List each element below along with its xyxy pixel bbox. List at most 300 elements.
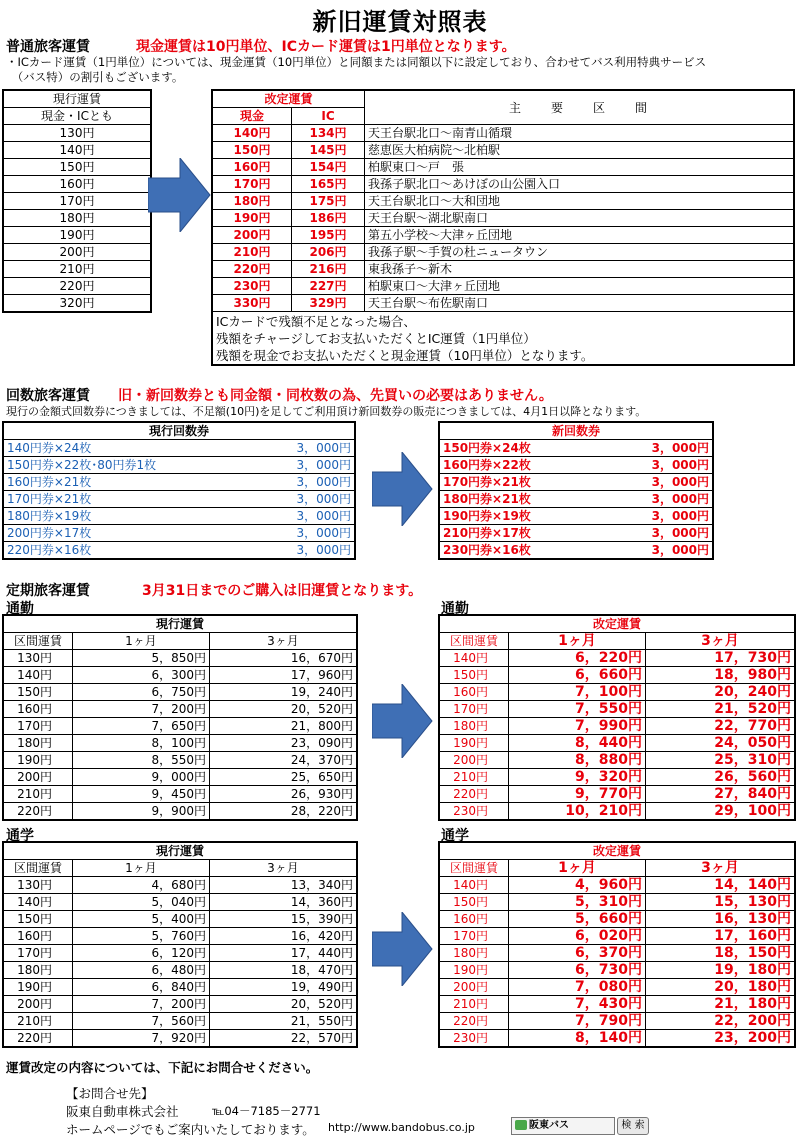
one-month-cell: 5，760円: [73, 928, 210, 945]
one-month-cell: 7，560円: [73, 1013, 210, 1030]
table-row: [3, 210, 151, 227]
cash-fare-cell: 220円: [212, 261, 292, 278]
table-row: [3, 295, 151, 313]
table-row: [3, 928, 357, 945]
one-month-cell: 6，660円: [509, 667, 646, 684]
table-row: [439, 718, 795, 735]
route-header: 主 要 区 間: [365, 90, 795, 125]
coupon-name-cell: 150円券×24枚: [439, 440, 602, 457]
three-month-cell: 25，310円: [646, 752, 796, 769]
table-row: [439, 786, 795, 803]
table-row: [3, 1013, 357, 1030]
table-row: [439, 894, 795, 911]
table-row: [3, 142, 151, 159]
school-label: 通学: [6, 828, 34, 844]
three-month-cell: 17，440円: [210, 945, 358, 962]
one-month-cell: 9，320円: [509, 769, 646, 786]
table-row: [212, 210, 794, 227]
one-month-cell: 6，730円: [509, 962, 646, 979]
table-row: [212, 176, 794, 193]
ic-fare-cell: 186円: [292, 210, 365, 227]
one-month-cell: 7，200円: [73, 996, 210, 1013]
table-header: 改定運賃: [212, 90, 365, 108]
three-month-cell: 21，520円: [646, 701, 796, 718]
coupon-name-cell: 220円券×16枚: [3, 542, 255, 560]
table-row: [439, 701, 795, 718]
fare-cell: 210円: [3, 261, 151, 278]
coupon-name-cell: 160円券×21枚: [3, 474, 255, 491]
cash-fare-cell: 200円: [212, 227, 292, 244]
fare-cell: 170円: [439, 701, 509, 718]
three-month-cell: 24，050円: [646, 735, 796, 752]
table-row: [439, 803, 795, 821]
route-cell: 天王台駅北口～大和団地: [365, 193, 795, 210]
table-header: 新回数券: [439, 422, 713, 440]
one-month-cell: 5，660円: [509, 911, 646, 928]
table-row: [3, 508, 355, 525]
one-month-cell: 7，100円: [509, 684, 646, 701]
three-month-cell: 22，570円: [210, 1030, 358, 1048]
fare-cell: 150円: [3, 159, 151, 176]
one-month-cell: 6，370円: [509, 945, 646, 962]
table-row: [212, 278, 794, 295]
one-month-cell: 5，040円: [73, 894, 210, 911]
three-month-cell: 28，220円: [210, 803, 358, 821]
three-month-cell: 20，240円: [646, 684, 796, 701]
table-row: [439, 735, 795, 752]
table-row: [439, 440, 713, 457]
right-arrow-icon: [372, 452, 434, 526]
inquiry-note: 運賃改定の内容については、下記にお問合せください。: [6, 1060, 319, 1075]
coupon-price-cell: 3，000円: [602, 508, 713, 525]
fare-cell: 170円: [3, 193, 151, 210]
one-month-cell: 9，450円: [73, 786, 210, 803]
one-month-cell: 5，850円: [73, 650, 210, 667]
table-row: [439, 962, 795, 979]
table-row: [3, 684, 357, 701]
coupon-name-cell: 180円券×19枚: [3, 508, 255, 525]
three-month-cell: 13，340円: [210, 877, 358, 894]
one-month-cell: 7，650円: [73, 718, 210, 735]
table-row: [3, 996, 357, 1013]
contact-title: 【お問合せ先】: [66, 1086, 154, 1101]
section-heading-regular: 普通旅客運賃: [6, 39, 90, 55]
coupon-name-cell: 190円券×19枚: [439, 508, 602, 525]
three-month-cell: 21，800円: [210, 718, 358, 735]
fare-cell: 230円: [439, 803, 509, 821]
table-row: [3, 440, 355, 457]
one-month-cell: 6，750円: [73, 684, 210, 701]
route-cell: 第五小学校～大津ヶ丘団地: [365, 227, 795, 244]
three-month-cell: 19，240円: [210, 684, 358, 701]
table-row: [3, 786, 357, 803]
fare-cell: 190円: [3, 979, 73, 996]
section-headline-regular: 現金運賃は10円単位、ICカード運賃は1円単位となります。: [136, 39, 516, 55]
table-row: [212, 159, 794, 176]
fare-cell: 160円: [3, 928, 73, 945]
table-row: [439, 979, 795, 996]
table-row: [439, 1030, 795, 1048]
cash-fare-cell: 160円: [212, 159, 292, 176]
table-row: [3, 877, 357, 894]
one-month-cell: 6，220円: [509, 650, 646, 667]
coupon-name-cell: 180円券×21枚: [439, 491, 602, 508]
commute-label: 通勤: [441, 601, 469, 617]
route-cell: 柏駅東口～戸 張: [365, 159, 795, 176]
cash-fare-cell: 140円: [212, 125, 292, 142]
ic-fare-cell: 206円: [292, 244, 365, 261]
ic-note-line: 残額をチャージしてお支払いただくとIC運賃（1円単位）: [216, 330, 536, 346]
coupon-price-cell: 3，000円: [255, 542, 355, 560]
table-row: [3, 962, 357, 979]
table-row: [439, 769, 795, 786]
route-cell: 天王台駅北口～南青山循環: [365, 125, 795, 142]
table-row: [3, 718, 357, 735]
coupon-name-cell: 160円券×22枚: [439, 457, 602, 474]
cash-fare-cell: 190円: [212, 210, 292, 227]
cash-fare-cell: 170円: [212, 176, 292, 193]
table-row: [3, 979, 357, 996]
fare-cell: 180円: [3, 210, 151, 227]
table-row: [439, 1013, 795, 1030]
commute-new-table: [438, 614, 796, 821]
table-row: [212, 295, 794, 312]
page-title: 新旧運賃対照表: [312, 8, 488, 36]
one-month-cell: 7，790円: [509, 1013, 646, 1030]
three-month-cell: 21，550円: [210, 1013, 358, 1030]
three-month-cell: 24，370円: [210, 752, 358, 769]
section-headline-coupon: 旧・新回数券とも同金額・同枚数の為、先買いの必要はありません。: [118, 388, 553, 404]
one-month-cell: 9，000円: [73, 769, 210, 786]
homepage-note: ホームページでもご案内いたしております。: [66, 1122, 315, 1137]
one-month-cell: 4，960円: [509, 877, 646, 894]
table-row: [3, 125, 151, 142]
coupon-price-cell: 3，000円: [602, 542, 713, 560]
table-header: 現行運賃: [3, 842, 357, 860]
coupon-old-table: [2, 421, 356, 560]
fare-cell: 320円: [3, 295, 151, 313]
coupon-name-cell: 230円券×16枚: [439, 542, 602, 560]
school-new-table: [438, 841, 796, 1048]
fare-cell: 140円: [3, 142, 151, 159]
col-3month: 3ヶ月: [210, 860, 358, 877]
coupon-price-cell: 3，000円: [602, 440, 713, 457]
table-row: [439, 650, 795, 667]
table-header: 現行運賃: [3, 615, 357, 633]
three-month-cell: 22，200円: [646, 1013, 796, 1030]
ic-fare-note: ・ICカード運賃（1円単位）については、現金運賃（10円単位）と同額または同額以下に設定しており、合わせてバス利用特典サービス （バス特）の割引もございます。: [6, 55, 707, 84]
ic-note-line: 残額を現金でお支払いただくと現金運賃（10円単位）となります。: [216, 347, 594, 363]
cash-fare-cell: 180円: [212, 193, 292, 210]
one-month-cell: 9，770円: [509, 786, 646, 803]
coupon-price-cell: 3，000円: [255, 474, 355, 491]
one-month-cell: 8，550円: [73, 752, 210, 769]
fare-cell: 160円: [439, 911, 509, 928]
section-heading-pass: 定期旅客運賃: [6, 583, 90, 599]
three-month-cell: 18，980円: [646, 667, 796, 684]
table-row: [439, 945, 795, 962]
table-row: [439, 491, 713, 508]
route-cell: 天王台駅～布佐駅南口: [365, 295, 795, 312]
fare-cell: 140円: [3, 667, 73, 684]
fare-cell: 140円: [439, 650, 509, 667]
cash-fare-cell: 230円: [212, 278, 292, 295]
table-row: [439, 542, 713, 560]
one-month-cell: 7，080円: [509, 979, 646, 996]
one-month-cell: 5，400円: [73, 911, 210, 928]
col-1month: 1ヶ月: [509, 633, 646, 650]
table-row: [439, 911, 795, 928]
table-row: [3, 945, 357, 962]
table-row: [3, 650, 357, 667]
homepage-url[interactable]: http://www.bandobus.co.jp: [328, 1121, 475, 1134]
table-row: [439, 525, 713, 542]
one-month-cell: 6，300円: [73, 667, 210, 684]
fare-cell: 190円: [3, 227, 151, 244]
right-arrow-icon: [372, 912, 434, 986]
one-month-cell: 8，100円: [73, 735, 210, 752]
coupon-new-table: [438, 421, 714, 560]
three-month-cell: 29，100円: [646, 803, 796, 821]
one-month-cell: 4，680円: [73, 877, 210, 894]
table-row: [439, 508, 713, 525]
fare-cell: 130円: [3, 125, 151, 142]
three-month-cell: 19，180円: [646, 962, 796, 979]
table-row: [212, 193, 794, 210]
col-1month: 1ヶ月: [73, 860, 210, 877]
one-month-cell: 10，210円: [509, 803, 646, 821]
table-row: [3, 1030, 357, 1048]
table-row: [439, 457, 713, 474]
three-month-cell: 19，490円: [210, 979, 358, 996]
table-row: [212, 142, 794, 159]
company-name: 阪東自動車株式会社: [66, 1104, 179, 1119]
fare-cell: 200円: [3, 996, 73, 1013]
three-month-cell: 23，090円: [210, 735, 358, 752]
three-month-cell: 20，520円: [210, 701, 358, 718]
three-month-cell: 14，360円: [210, 894, 358, 911]
regular-new-fare-table: [211, 89, 795, 366]
one-month-cell: 6，120円: [73, 945, 210, 962]
route-cell: 柏駅東口～大津ヶ丘団地: [365, 278, 795, 295]
one-month-cell: 7，990円: [509, 718, 646, 735]
coupon-price-cell: 3，000円: [602, 457, 713, 474]
route-cell: 我孫子駅～手賀の杜ニュータウン: [365, 244, 795, 261]
three-month-cell: 20，180円: [646, 979, 796, 996]
table-header: 現行回数券: [3, 422, 355, 440]
three-month-cell: 27，840円: [646, 786, 796, 803]
coupon-name-cell: 150円券×22枚･80円券1枚: [3, 457, 255, 474]
one-month-cell: 8，880円: [509, 752, 646, 769]
coupon-price-cell: 3，000円: [255, 440, 355, 457]
three-month-cell: 16，130円: [646, 911, 796, 928]
table-subheader: 現金・ICとも: [3, 108, 151, 125]
one-month-cell: 5，310円: [509, 894, 646, 911]
three-month-cell: 14，140円: [646, 877, 796, 894]
fare-cell: 170円: [3, 945, 73, 962]
table-row: [3, 176, 151, 193]
table-row: [439, 667, 795, 684]
table-row: [3, 261, 151, 278]
table-row: [212, 125, 794, 142]
fare-cell: 230円: [439, 1030, 509, 1048]
telephone: ℡04－7185－2771: [212, 1104, 321, 1118]
ic-note-line: ICカードで残額不足となった場合、: [216, 313, 416, 329]
regular-old-fare-table: [2, 89, 152, 313]
ic-fare-cell: 216円: [292, 261, 365, 278]
table-row: [3, 278, 151, 295]
search-term: 阪東バス: [529, 1120, 569, 1131]
table-row: [212, 261, 794, 278]
table-row: [3, 735, 357, 752]
one-month-cell: 6，480円: [73, 962, 210, 979]
ic-fare-cell: 134円: [292, 125, 365, 142]
three-month-cell: 23，200円: [646, 1030, 796, 1048]
coupon-name-cell: 200円券×17枚: [3, 525, 255, 542]
col-fare: 区間運賃: [3, 860, 73, 877]
three-month-cell: 26，930円: [210, 786, 358, 803]
table-row: [3, 701, 357, 718]
table-row: [3, 803, 357, 821]
table-row: [212, 244, 794, 261]
col-fare: 区間運賃: [439, 860, 509, 877]
one-month-cell: 6，020円: [509, 928, 646, 945]
table-row: [439, 752, 795, 769]
search-box-icon: [515, 1120, 527, 1130]
table-row: [3, 769, 357, 786]
three-month-cell: 17，730円: [646, 650, 796, 667]
search-box[interactable]: [511, 1117, 615, 1135]
ic-label: IC: [292, 108, 365, 125]
fare-cell: 190円: [3, 752, 73, 769]
coupon-price-cell: 3，000円: [602, 491, 713, 508]
coupon-name-cell: 170円券×21枚: [439, 474, 602, 491]
fare-cell: 210円: [3, 1013, 73, 1030]
right-arrow-icon: [148, 158, 212, 232]
one-month-cell: 7，200円: [73, 701, 210, 718]
fare-cell: 170円: [3, 718, 73, 735]
fare-cell: 190円: [439, 735, 509, 752]
fare-cell: 180円: [439, 718, 509, 735]
table-row: [3, 667, 357, 684]
table-row: [3, 193, 151, 210]
three-month-cell: 22，770円: [646, 718, 796, 735]
fare-cell: 160円: [3, 176, 151, 193]
coupon-note: 現行の金額式回数券につきましては、不足額(10円)を足してご利用頂け新回数券の販売につきましては、4月1日以降となります。: [6, 405, 647, 418]
fare-cell: 200円: [439, 979, 509, 996]
fare-cell: 150円: [439, 894, 509, 911]
route-cell: 東我孫子～新木: [365, 261, 795, 278]
fare-cell: 210円: [439, 769, 509, 786]
table-header: 改定運賃: [439, 842, 795, 860]
cash-fare-cell: 150円: [212, 142, 292, 159]
three-month-cell: 26，560円: [646, 769, 796, 786]
fare-cell: 180円: [3, 962, 73, 979]
fare-cell: 140円: [439, 877, 509, 894]
fare-cell: 190円: [439, 962, 509, 979]
table-row: [3, 542, 355, 560]
coupon-name-cell: 170円券×21枚: [3, 491, 255, 508]
table-row: [212, 227, 794, 244]
one-month-cell: 7，430円: [509, 996, 646, 1013]
fare-cell: 140円: [3, 894, 73, 911]
fare-cell: 220円: [439, 1013, 509, 1030]
fare-cell: 150円: [439, 667, 509, 684]
fare-cell: 130円: [3, 650, 73, 667]
table-row: [3, 894, 357, 911]
col-3month: 3ヶ月: [646, 633, 796, 650]
fare-cell: 200円: [439, 752, 509, 769]
fare-cell: 220円: [3, 1030, 73, 1048]
three-month-cell: 15，390円: [210, 911, 358, 928]
one-month-cell: 8，440円: [509, 735, 646, 752]
fare-cell: 180円: [3, 735, 73, 752]
three-month-cell: 18，150円: [646, 945, 796, 962]
table-row: [3, 244, 151, 261]
three-month-cell: 17，960円: [210, 667, 358, 684]
coupon-price-cell: 3，000円: [255, 525, 355, 542]
right-arrow-icon: [372, 684, 434, 758]
col-fare: 区間運賃: [3, 633, 73, 650]
col-fare: 区間運賃: [439, 633, 509, 650]
coupon-name-cell: 140円券×24枚: [3, 440, 255, 457]
commute-old-table: [2, 614, 358, 821]
route-cell: 天王台駅～湖北駅南口: [365, 210, 795, 227]
col-3month: 3ヶ月: [210, 633, 358, 650]
fare-cell: 150円: [3, 684, 73, 701]
one-month-cell: 6，840円: [73, 979, 210, 996]
table-row: [439, 474, 713, 491]
table-row: [3, 457, 355, 474]
coupon-price-cell: 3，000円: [255, 457, 355, 474]
route-cell: 慈恵医大柏病院～北柏駅: [365, 142, 795, 159]
coupon-name-cell: 210円券×17枚: [439, 525, 602, 542]
table-row: [3, 227, 151, 244]
table-row: [3, 159, 151, 176]
table-row: [3, 752, 357, 769]
one-month-cell: 8，140円: [509, 1030, 646, 1048]
table-row: [439, 928, 795, 945]
fare-cell: 220円: [439, 786, 509, 803]
three-month-cell: 20，520円: [210, 996, 358, 1013]
col-1month: 1ヶ月: [73, 633, 210, 650]
school-old-table: [2, 841, 358, 1048]
fare-cell: 150円: [3, 911, 73, 928]
three-month-cell: 15，130円: [646, 894, 796, 911]
fare-cell: 220円: [3, 278, 151, 295]
ic-fare-cell: 227円: [292, 278, 365, 295]
coupon-price-cell: 3，000円: [255, 491, 355, 508]
ic-fare-cell: 175円: [292, 193, 365, 210]
table-row: [3, 525, 355, 542]
fare-cell: 160円: [439, 684, 509, 701]
cash-fare-cell: 210円: [212, 244, 292, 261]
table-row: [439, 684, 795, 701]
three-month-cell: 17，160円: [646, 928, 796, 945]
table-row: [439, 996, 795, 1013]
table-row: [439, 877, 795, 894]
search-button[interactable]: 検 索: [617, 1117, 649, 1135]
table-header: 改定運賃: [439, 615, 795, 633]
one-month-cell: 7，550円: [509, 701, 646, 718]
three-month-cell: 18，470円: [210, 962, 358, 979]
col-1month: 1ヶ月: [509, 860, 646, 877]
coupon-price-cell: 3，000円: [602, 474, 713, 491]
three-month-cell: 25，650円: [210, 769, 358, 786]
three-month-cell: 16，670円: [210, 650, 358, 667]
table-row: [3, 911, 357, 928]
fare-cell: 160円: [3, 701, 73, 718]
